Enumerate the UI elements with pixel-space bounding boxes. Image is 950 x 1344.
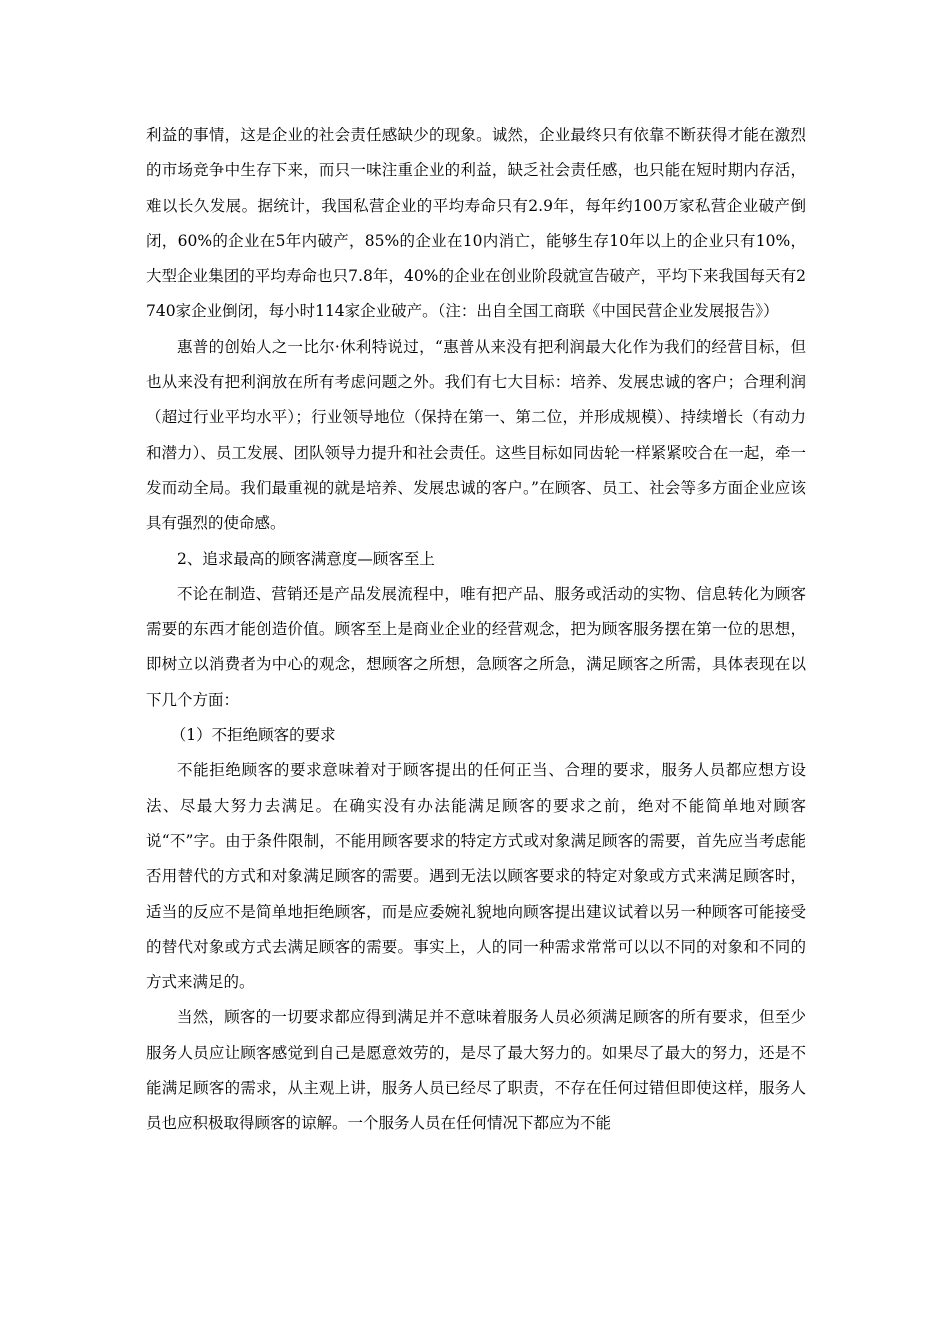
paragraph-hp-quote: 惠普的创始人之一比尔·休利特说过，“惠普从来没有把利润最大化作为我们的经营目标，但也从来没有把利润放在所有考虑问题之外。我们有七大目标：培养、发展忠诚的客户；合理利润（超过行业平均水平）；行业领导地位（保持在第一、第二位，并形成规模）、持续增长（有动力和潜力）、员工发展、团队领导力提升和社会责任。这些目标如同齿轮一样紧紧咬合在一起，牵一发而动全局。我们最重视的就是培养、发展忠诚的客户。”在顾客、员工、社会等多方面企业应该具有强烈的使命感。: [146, 337, 806, 533]
section-heading-customer-first: 2、追求最高的顾客满意度—顾客至上: [177, 549, 435, 568]
subheading-no-refusal: （1）不拒绝顾客的要求: [170, 726, 336, 745]
paragraph-no-refusal: 不能拒绝顾客的要求意味着对于顾客提出的任何正当、合理的要求，服务人员都应想方设法、尽最大努力去满足。在确实没有办法能满足顾客的要求之前，绝对不能简单地对顾客说“不”字。由于条件限制，不能用顾客要求的特定方式或对象满足顾客的需要，首先应当考虑能否用替代的方式和对象满足顾客的需要。遇到无法以顾客要求的特定对象或方式来满足顾客时，适当的反应不是简单地拒绝顾客，而是应委婉礼貌地向顾客提出建议试着以另一种顾客可能接受的替代对象或方式去满足顾客的需要。事实上，人的同一种需求常常可以以不同的对象和不同的方式来满足的。: [146, 761, 806, 992]
paragraph-customer-value: 不论在制造、营销还是产品发展流程中，唯有把产品、服务或活动的实物、信息转化为顾客需要的东西才能创造价值。顾客至上是商业企业的经营观念，把为顾客服务摆在第一位的思想，即树立以消费者为中心的观念，想顾客之所想，急顾客之所急，满足顾客之所需，具体表现在以下几个方面：: [146, 584, 806, 709]
paragraph-enterprise-lifespan: 利益的事情，这是企业的社会责任感缺少的现象。诚然，企业最终只有依靠不断获得才能在激烈的市场竞争中生存下来，而只一味注重企业的利益，缺乏社会责任感，也只能在短时期内存活，难以长久发展。据统计，我国私营企业的平均寿命只有2.9年，每年约100万家私营企业破产倒闭，60%的企业在5年内破产，85%的企业在10内消亡，能够生存10年以上的企业只有10%，大型企业集团的平均寿命也只7.8年，40%的企业在创业阶段就宣告破产，平均下来我国每天有2740家企业倒闭，每小时114家企业破产。（注：出自全国工商联《中国民营企业发展报告》）: [146, 126, 806, 321]
paragraph-best-effort: 当然，顾客的一切要求都应得到满足并不意味着服务人员必须满足顾客的所有要求，但至少服务人员应让顾客感觉到自己是愿意效劳的，是尽了最大努力的。如果尽了最大的努力，还是不能满足顾客的需求，从主观上讲，服务人员已经尽了职责，不存在任何过错但即使这样，服务人员也应积极取得顾客的谅解。一个服务人员在任何情况下都应为不能: [146, 1008, 806, 1133]
document-page: [146, 118, 806, 1142]
